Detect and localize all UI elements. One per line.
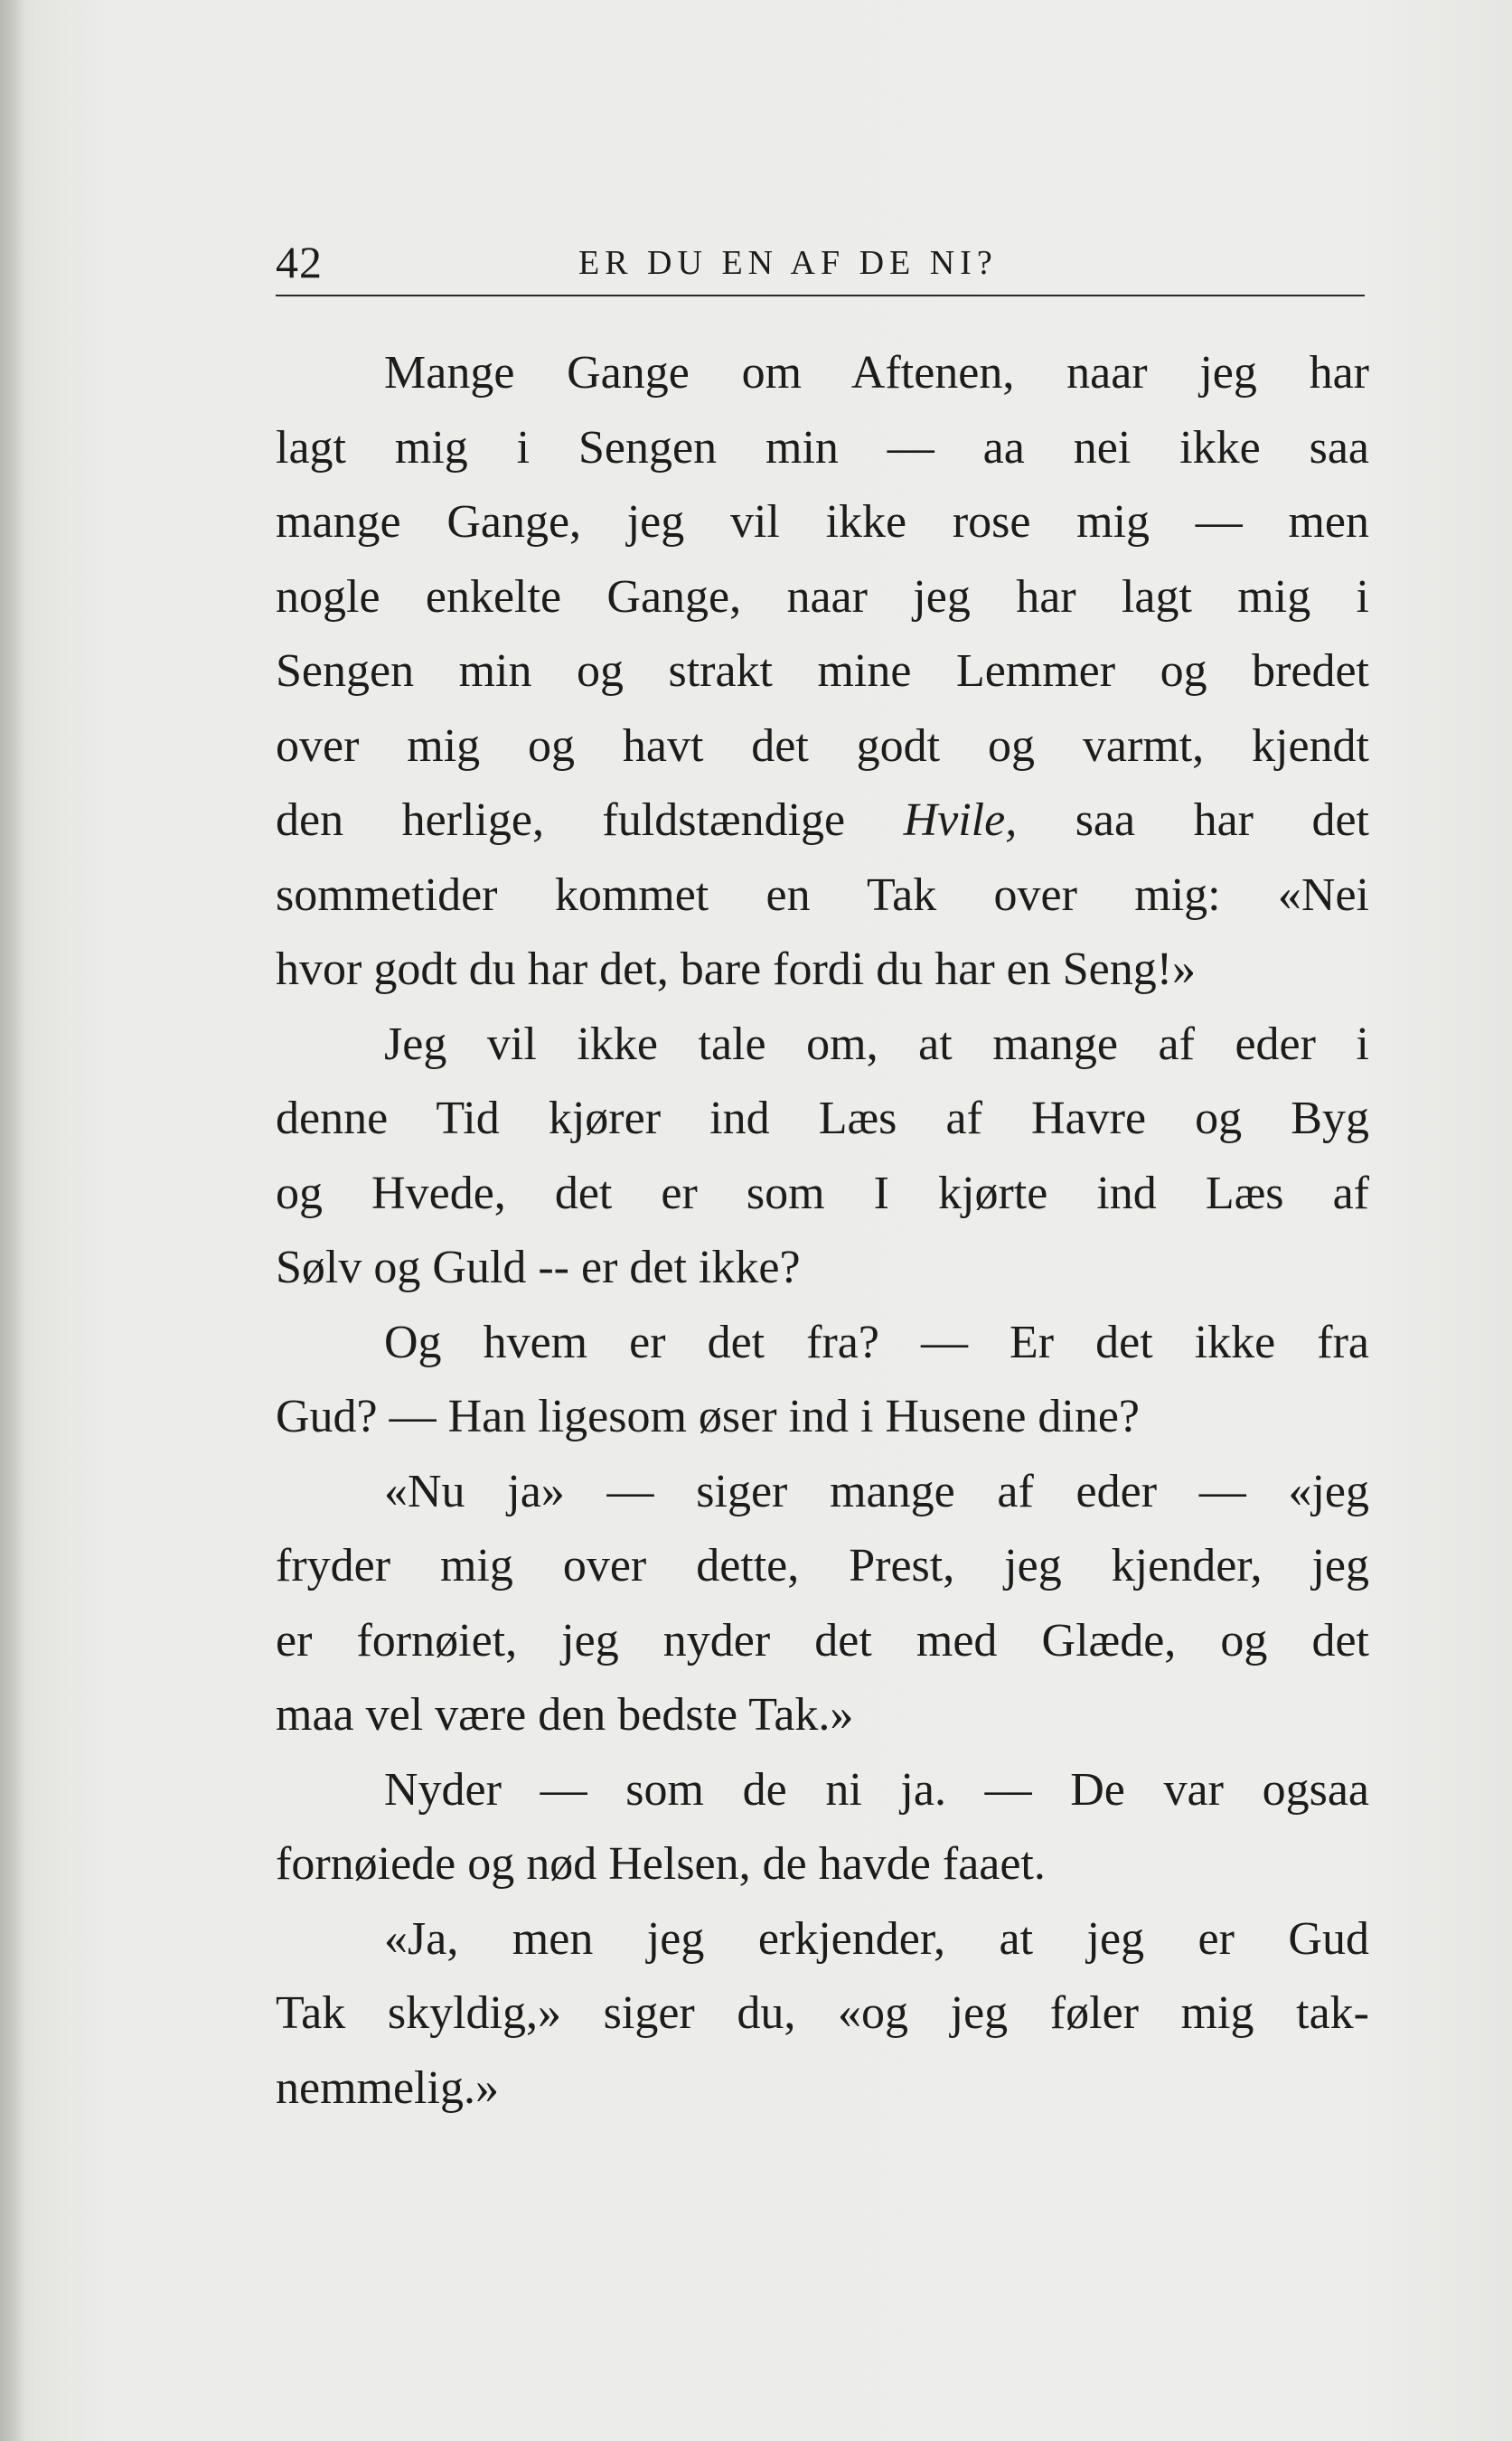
text-line: Nyder — som de ni ja. — De var ogsaa bbox=[384, 1763, 1369, 1816]
text-line: fryder mig over dette, Prest, jeg kjender, jeg bbox=[276, 1540, 1369, 1591]
text-line: fornøiede og nød Helsen, de havde faaet. bbox=[276, 1838, 1046, 1890]
paragraph bbox=[276, 1306, 1369, 1455]
text-line: er fornøiet, jeg nyder det med Glæde, og det bbox=[276, 1614, 1369, 1666]
text-line: hvor godt du har det, bare fordi du har en Seng!» bbox=[276, 944, 1197, 995]
text-line: Jeg vil ikke tale om, at mange af eder i bbox=[384, 1018, 1369, 1070]
running-title: ER DU EN AF DE NI? bbox=[578, 244, 998, 282]
running-head bbox=[276, 230, 1365, 294]
paragraph bbox=[276, 1902, 1369, 2126]
body-text bbox=[276, 336, 1369, 2126]
paragraph bbox=[276, 1008, 1369, 1306]
paragraph bbox=[276, 1455, 1369, 1753]
text-line: nogle enkelte Gange, naar jeg har lagt mig i bbox=[276, 570, 1369, 623]
emphasized-word: Hvile, bbox=[903, 794, 1018, 846]
text-line: og Hvede, det er som I kjørte ind Læs af bbox=[276, 1167, 1369, 1219]
header-rule bbox=[276, 295, 1365, 296]
text-line: maa vel være den bedste Tak.» bbox=[276, 1689, 854, 1741]
text-line: Sølv og Guld -- er det ikke? bbox=[276, 1242, 801, 1293]
text-line: «Ja, men jeg erkjender, at jeg er Gud bbox=[384, 1912, 1369, 1965]
text-line: Gud? — Han ligesom øser ind i Husene dine? bbox=[276, 1391, 1141, 1442]
text-line: «Nu ja» — siger mange af eder — «jeg bbox=[384, 1465, 1369, 1517]
text-line: nemmelig.» bbox=[276, 2061, 499, 2114]
page-number: 42 bbox=[276, 237, 323, 287]
text-run: den herlige, fuldstændige bbox=[276, 794, 904, 846]
text-line: Tak skyldig,» siger du, «og jeg føler mig tak- bbox=[276, 1987, 1369, 2039]
paragraph bbox=[276, 336, 1369, 1008]
text-line: Mange Gange om Aftenen, naar jeg har bbox=[384, 347, 1369, 399]
text-line: denne Tid kjører ind Læs af Havre og Byg bbox=[276, 1093, 1369, 1144]
text-line: Og hvem er det fra? — Er det ikke fra bbox=[384, 1316, 1369, 1368]
text-line: sommetider kommet en Tak over mig: «Nei bbox=[276, 868, 1369, 921]
text-line: over mig og havt det godt og varmt, kjendt bbox=[276, 719, 1369, 772]
page-edge-shadow bbox=[0, 0, 25, 2441]
paragraph bbox=[276, 1753, 1369, 1902]
text-run: saa har det bbox=[1017, 794, 1369, 846]
text-line: lagt mig i Sengen min — aa nei ikke saa bbox=[276, 421, 1369, 474]
text-line: mange Gange, jeg vil ikke rose mig — men bbox=[276, 496, 1369, 548]
text-line bbox=[276, 784, 1369, 859]
text-line: Sengen min og strakt mine Lemmer og bredet bbox=[276, 645, 1369, 697]
